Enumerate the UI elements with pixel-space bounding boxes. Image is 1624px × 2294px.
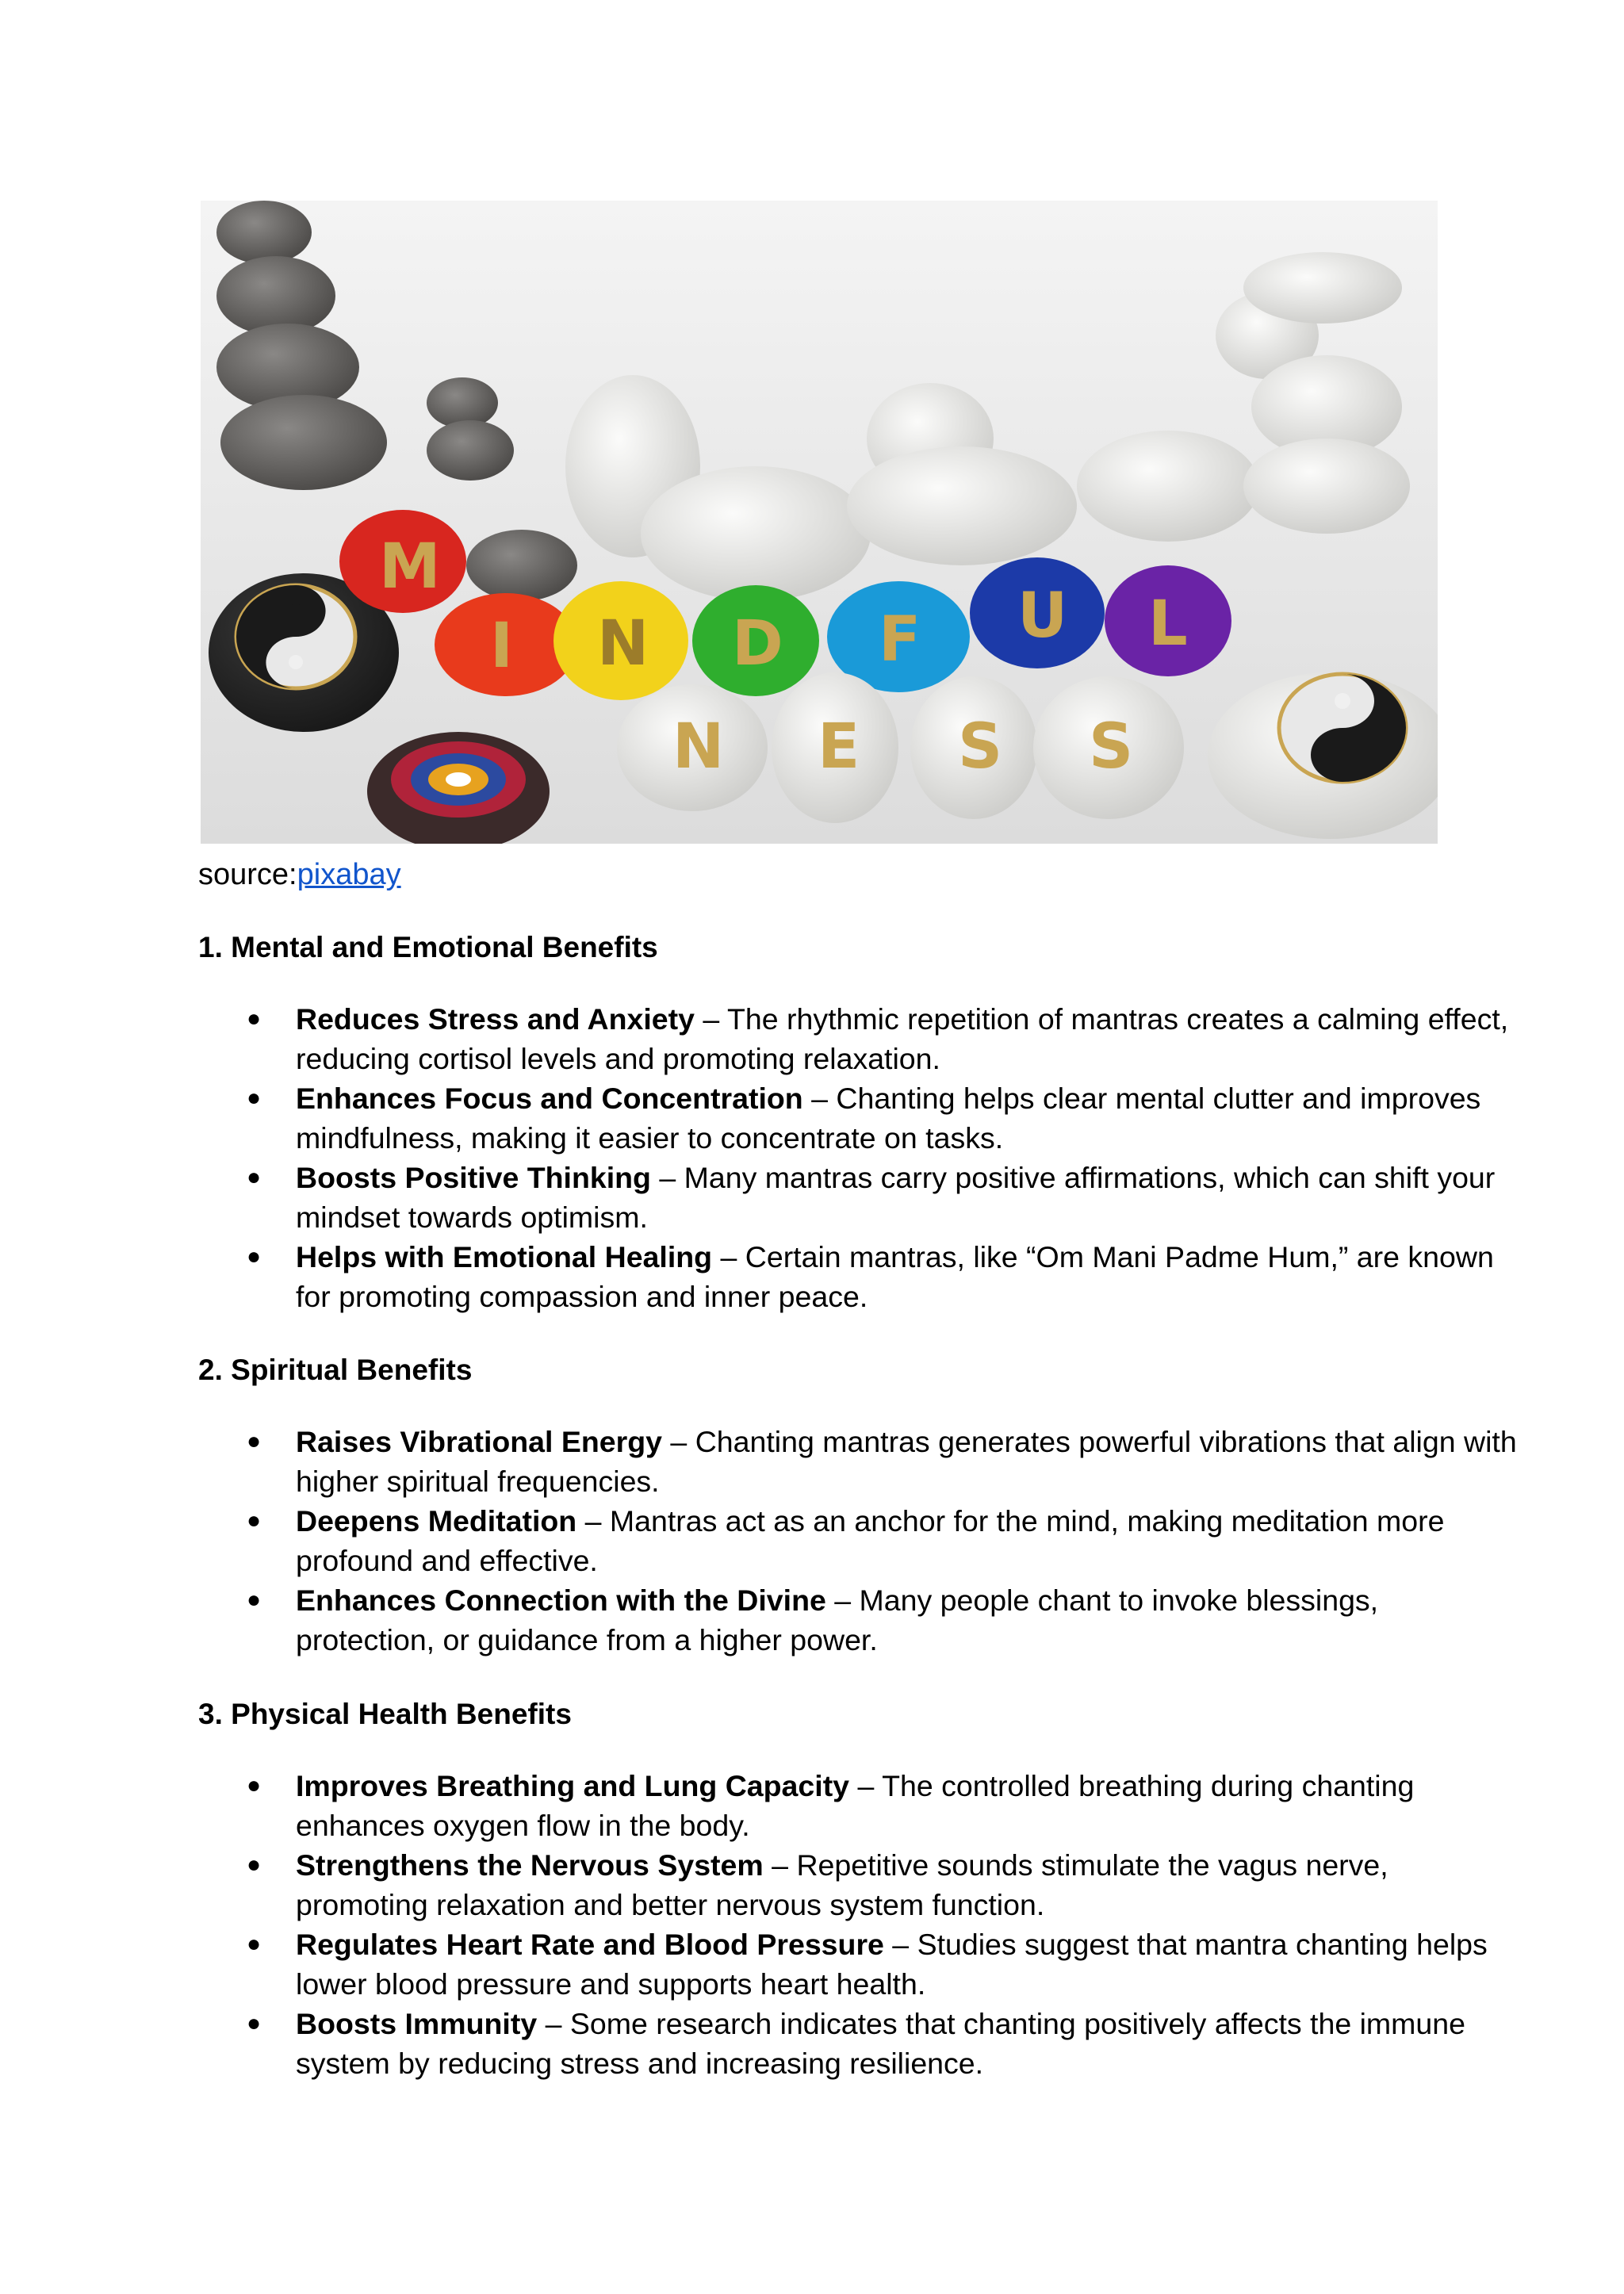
rock-letter: U bbox=[1017, 580, 1068, 652]
mindfulness-rocks-image bbox=[201, 201, 1438, 844]
physical-health-benefits-list bbox=[0, 1766, 1525, 2083]
spiritual-benefits-list bbox=[0, 1422, 1525, 1660]
rock-letter: N bbox=[672, 711, 725, 783]
rock-letter: M bbox=[379, 531, 441, 603]
benefit-description: – Some research indicates that chanting positively affects the immune system by reducing stress and increasing resilience. bbox=[296, 2007, 1465, 2080]
list-item bbox=[0, 2004, 1525, 2083]
benefit-description: – Many mantras carry positive affirmations, which can shift your mindset towards optimism. bbox=[296, 1161, 1496, 1234]
benefit-term: Raises Vibrational Energy bbox=[296, 1425, 662, 1458]
rock-letter: N bbox=[597, 608, 649, 680]
benefit-description: – Certain mantras, like “Om Mani Padme Hum,” are known for promoting compassion and inner peace. bbox=[296, 1240, 1494, 1313]
section-heading-mental-emotional: 1. Mental and Emotional Benefits bbox=[198, 931, 658, 963]
source-link[interactable]: pixabay bbox=[297, 858, 401, 891]
list-item bbox=[0, 1501, 1525, 1580]
benefit-description: – Chanting mantras generates powerful vibrations that align with higher spiritual frequencies. bbox=[296, 1425, 1517, 1498]
list-item bbox=[0, 1766, 1525, 1845]
list-item bbox=[0, 1845, 1525, 1924]
rock-letter: S bbox=[958, 711, 1003, 783]
bullet-icon: ● bbox=[247, 1852, 262, 1878]
rock-letter: S bbox=[1089, 711, 1134, 783]
section-heading-spiritual: 2. Spiritual Benefits bbox=[198, 1354, 473, 1386]
benefit-term: Helps with Emotional Healing bbox=[296, 1240, 713, 1273]
benefit-term: Improves Breathing and Lung Capacity bbox=[296, 1769, 850, 1802]
list-item bbox=[0, 999, 1525, 1078]
benefit-term: Regulates Heart Rate and Blood Pressure bbox=[296, 1928, 884, 1961]
benefit-description: – The rhythmic repetition of mantras creates a calming effect, reducing cortisol levels and promoting relaxation. bbox=[296, 1002, 1509, 1075]
source-label: source: bbox=[198, 858, 297, 891]
benefit-term: Enhances Connection with the Divine bbox=[296, 1584, 826, 1617]
benefit-description: – Repetitive sounds stimulate the vagus nerve, promoting relaxation and better nervous system function. bbox=[296, 1848, 1388, 1921]
bullet-icon: ● bbox=[247, 1931, 262, 1957]
benefit-description: – Mantras act as an anchor for the mind, making meditation more profound and effective. bbox=[296, 1504, 1445, 1577]
rock-letter: D bbox=[732, 608, 783, 680]
bullet-icon: ● bbox=[247, 1507, 262, 1534]
benefit-term: Strengthens the Nervous System bbox=[296, 1848, 764, 1882]
bullet-icon: ● bbox=[247, 1243, 262, 1270]
rocks-illustration bbox=[201, 201, 1438, 844]
section-heading-physical-health: 3. Physical Health Benefits bbox=[198, 1698, 572, 1730]
bullet-icon: ● bbox=[247, 1005, 262, 1032]
benefit-term: Reduces Stress and Anxiety bbox=[296, 1002, 695, 1036]
list-item bbox=[0, 1237, 1525, 1316]
list-item bbox=[0, 1078, 1525, 1158]
list-item bbox=[0, 1422, 1525, 1501]
bullet-icon: ● bbox=[247, 1772, 262, 1798]
rock-letter: I bbox=[490, 611, 514, 682]
bullet-icon: ● bbox=[247, 1428, 262, 1454]
benefit-description: – The controlled breathing during chanting enhances oxygen flow in the body. bbox=[296, 1769, 1415, 1842]
rock-letter: E bbox=[818, 711, 860, 783]
rock-letter: L bbox=[1148, 588, 1188, 660]
image-source-caption bbox=[198, 855, 401, 894]
benefit-term: Deepens Meditation bbox=[296, 1504, 577, 1538]
benefit-description: – Many people chant to invoke blessings, protection, or guidance from a higher power. bbox=[296, 1584, 1379, 1656]
list-item bbox=[0, 1924, 1525, 2004]
list-item bbox=[0, 1158, 1525, 1237]
benefit-term: Boosts Positive Thinking bbox=[296, 1161, 651, 1194]
bullet-icon: ● bbox=[247, 2010, 262, 2036]
benefit-description: – Studies suggest that mantra chanting helps lower blood pressure and supports heart health. bbox=[296, 1928, 1488, 2001]
bullet-icon: ● bbox=[247, 1085, 262, 1111]
benefit-term: Enhances Focus and Concentration bbox=[296, 1082, 803, 1115]
bullet-icon: ● bbox=[247, 1587, 262, 1613]
rock-letter: F bbox=[879, 604, 921, 676]
list-item bbox=[0, 1580, 1525, 1660]
benefit-term: Boosts Immunity bbox=[296, 2007, 538, 2040]
mental-emotional-benefits-list bbox=[0, 999, 1525, 1316]
bullet-icon: ● bbox=[247, 1164, 262, 1190]
benefit-description: – Chanting helps clear mental clutter and improves mindfulness, making it easier to concentrate on tasks. bbox=[296, 1082, 1481, 1155]
